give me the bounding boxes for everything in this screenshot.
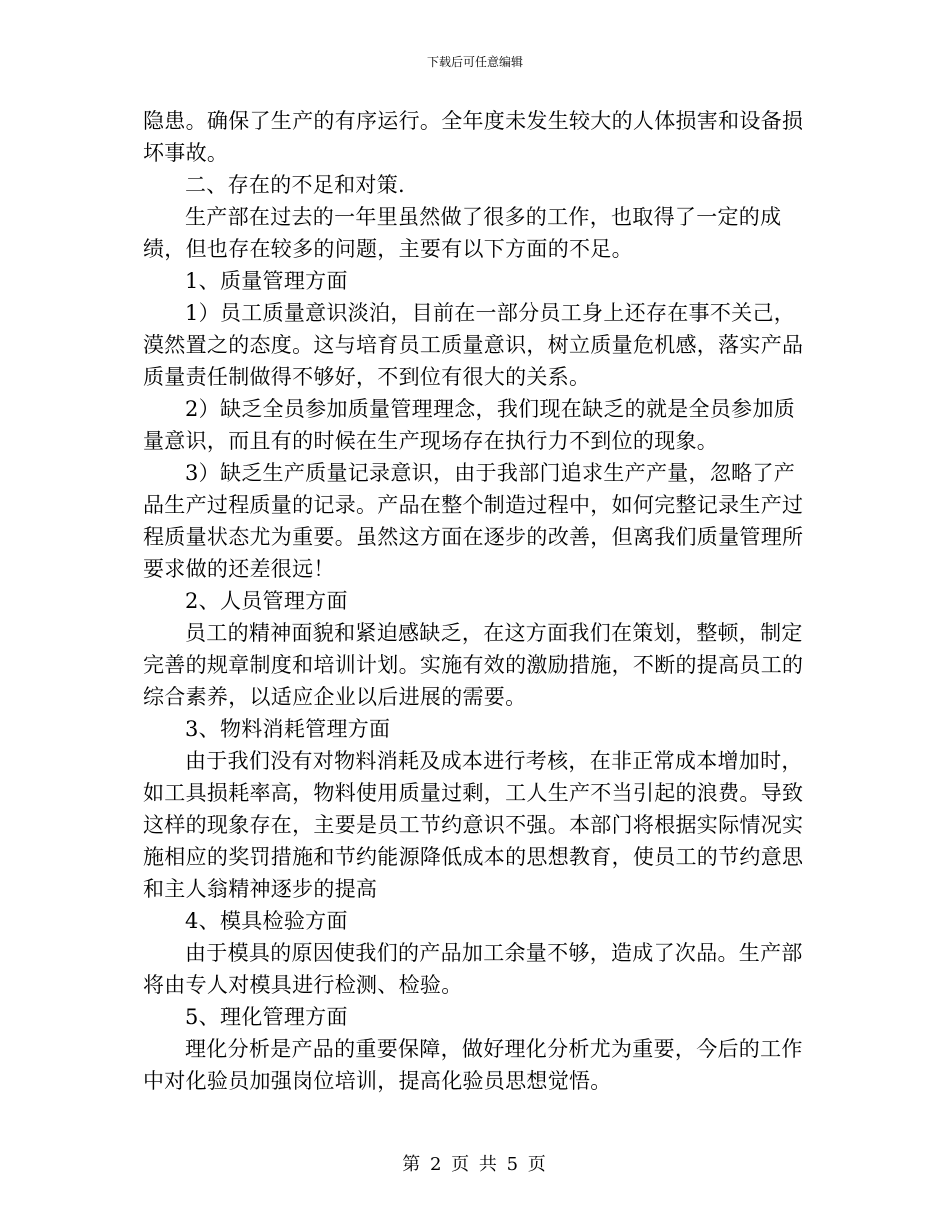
paragraph: 员工的精神面貌和紧迫感缺乏，在这方面我们在策划，整顿，制定完善的规章制度和培训计划。实施有效的激励措施，不断的提高员工的综合素养，以适应企业以后进展的需要。 xyxy=(143,621,804,709)
document-body xyxy=(143,105,813,1097)
page-number: 第 2 页 共 5 页 xyxy=(402,1154,548,1175)
subsection-heading: 3、物料消耗管理方面 xyxy=(185,717,391,741)
subsection-heading: 1、质量管理方面 xyxy=(185,269,348,293)
subsection-heading: 2、人员管理方面 xyxy=(185,589,348,613)
subsection-heading: 5、理化管理方面 xyxy=(185,1005,348,1029)
paragraph: 1）员工质量意识淡泊，目前在一部分员工身上还存在事不关己，漠然置之的态度。这与培育员工质量意识，树立质量危机感，落实产品质量责任制做得不够好，不到位有很大的关系。 xyxy=(143,301,804,389)
paragraph: 由于模具的原因使我们的产品加工余量不够，造成了次品。生产部将由专人对模具进行检测、检验。 xyxy=(143,941,803,997)
section-heading: 二、存在的不足和对策. xyxy=(185,173,405,197)
paragraph: 生产部在过去的一年里虽然做了很多的工作，也取得了一定的成绩，但也存在较多的问题，主要有以下方面的不足。 xyxy=(143,205,782,261)
subsection-heading: 4、模具检验方面 xyxy=(185,909,348,933)
page-header: 下载后可任意编辑 xyxy=(426,55,523,69)
paragraph: 由于我们没有对物料消耗及成本进行考核，在非正常成本增加时，如工具损耗率高，物料使用质量过剩，工人生产不当引起的浪费。导致这样的现象存在，主要是员工节约意识不强。本部门将根据实际情况实施相应的奖罚措施和节约能源降低成本的思想教育，使员工的节约意思和主人翁精神逐步的提高 xyxy=(143,749,804,901)
paragraph: 2）缺乏全员参加质量管理理念，我们现在缺乏的就是全员参加质量意识，而且有的时候在生产现场存在执行力不到位的现象。 xyxy=(143,397,796,453)
paragraph: 理化分析是产品的重要保障，做好理化分析尤为重要，今后的工作中对化验员加强岗位培训，提高化验员思想觉悟。 xyxy=(143,1037,803,1093)
paragraph: 隐患。确保了生产的有序运行。全年度未发生较大的人体损害和设备损坏事故。 xyxy=(143,109,804,165)
paragraph: 3）缺乏生产质量记录意识，由于我部门追求生产产量，忽略了产品生产过程质量的记录。产品在整个制造过程中，如何完整记录生产过程质量状态尤为重要。虽然这方面在逐步的改善，但离我们质量管理所要求做的还差很远！ xyxy=(143,461,804,581)
